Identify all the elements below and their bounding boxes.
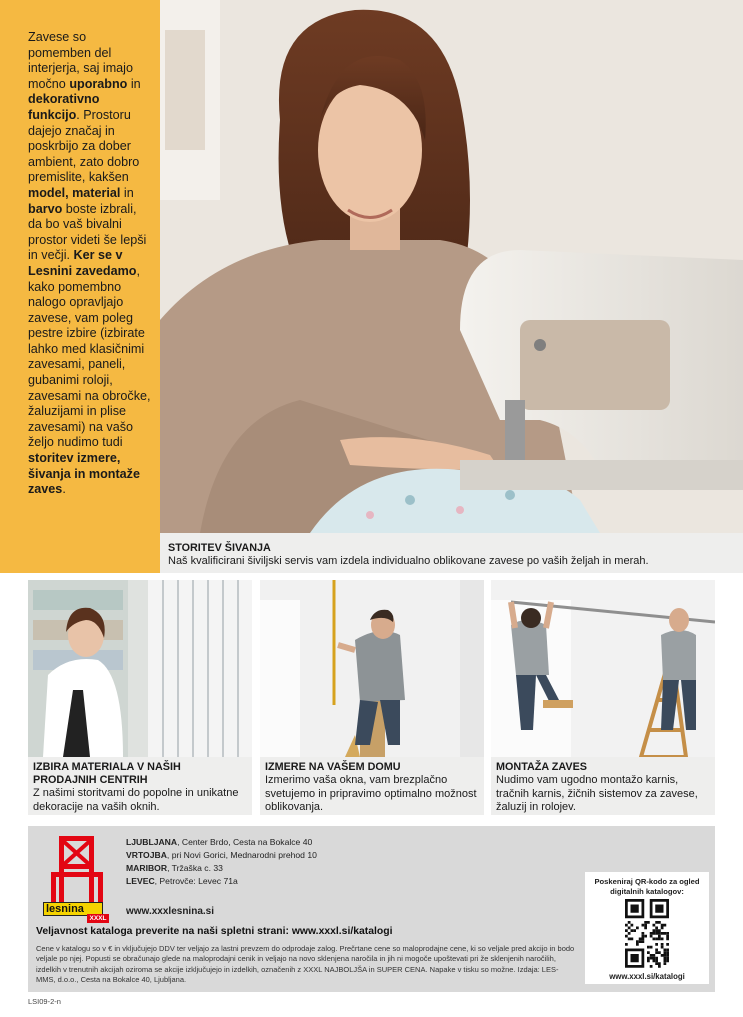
store-addresses xyxy=(126,836,317,888)
qr-label: Poskeniraj QR-kodo za ogled digitalnih katalogov: xyxy=(594,877,700,896)
service-material-text: Z našimi storitvami do popolne in unikatne dekoracije na vaših oknih. xyxy=(33,787,239,813)
intro-text-run: in xyxy=(120,185,134,200)
service-material-title: IZBIRA MATERIALA V NAŠIH PRODAJNIH CENTRIH xyxy=(33,761,181,786)
store-address xyxy=(126,836,317,849)
service-measuring-text: Izmerimo vaša okna, vam brezplačno svetujemo in pripravimo optimalno možnost oblikovanja. xyxy=(265,774,477,813)
catalog-validity: Veljavnost kataloga preverite na naši spletni strani: www.xxxl.si/katalogi xyxy=(36,926,393,937)
hero-caption xyxy=(160,533,743,573)
intro-text-run: . xyxy=(62,482,66,497)
store-city: MARIBOR xyxy=(126,863,168,873)
store-street: , Tržaška c. 33 xyxy=(167,863,223,873)
website-link[interactable]: www.xxxlesnina.si xyxy=(126,906,215,917)
qr-panel xyxy=(585,872,709,984)
qr-code-icon[interactable] xyxy=(625,899,669,969)
material-photo-illustration xyxy=(28,580,252,757)
store-address xyxy=(126,875,317,888)
photo-home-measuring xyxy=(260,580,484,757)
store-city: LEVEC xyxy=(126,876,155,886)
intro-emphasis: model, material xyxy=(28,185,121,200)
page-code: LSI09-2-n xyxy=(28,997,61,1006)
intro-emphasis: barvo xyxy=(28,201,63,216)
intro-emphasis: dekorativno funkcijo xyxy=(28,92,100,122)
photo-material-selection xyxy=(28,580,252,757)
intro-text-run: boste izbrali, da bo vaš bivalni prostor videti še lepši in večji. xyxy=(28,201,147,263)
store-address xyxy=(126,862,317,875)
store-city: LJUBLJANA xyxy=(126,837,178,847)
logo-wordmark: lesnina xyxy=(43,902,103,916)
hero-photo-sewing xyxy=(160,0,743,533)
service-mounting-text: Nudimo vam ugodno montažo karnis, tračnih karnis, žičnih sistemov za zavese, žaluzij in rolojev. xyxy=(496,774,698,813)
store-street: , Petrovče: Levec 71a xyxy=(154,876,238,886)
footer xyxy=(28,826,715,992)
intro-emphasis: uporabno xyxy=(69,76,128,91)
service-measuring xyxy=(260,757,484,815)
intro-emphasis: storitev izmere, šivanja in montaže zaves xyxy=(28,451,140,497)
intro-text xyxy=(0,0,160,573)
intro-text-run: . Prostoru dajejo značaj in poskrbijo za dober ambient, zato dobro premislite, kakšen xyxy=(28,107,140,185)
qr-url[interactable]: www.xxxl.si/katalogi xyxy=(609,972,685,981)
store-street: , Center Brdo, Cesta na Bokalce 40 xyxy=(177,837,313,847)
intro-emphasis: Ker se v Lesnini zavedamo xyxy=(28,248,137,278)
store-address xyxy=(126,849,317,862)
measuring-photo-illustration xyxy=(260,580,484,757)
mounting-photo-illustration xyxy=(491,580,715,757)
intro-text-run: , kako pomembno nalogo opravljajo zavese, vam poleg pestre izbire (izbirate lahko med klasičnimi zavesami, paneli, gubanimi roloji, zavesami na obročke, žaluzijami in plise zavesami) na vašo željo nudimo tudi xyxy=(28,263,151,450)
service-measuring-title: IZMERE NA VAŠEM DOMU xyxy=(265,761,401,773)
photo-curtain-mounting xyxy=(491,580,715,757)
service-mounting xyxy=(491,757,715,815)
intro-text-run: Zavese so pomemben del interjerja, saj imajo močno xyxy=(28,30,133,91)
hero-caption-text: Naš kvalificirani šiviljski servis vam izdela individualno oblikovane zavese po vaših željah in merah. xyxy=(168,555,649,567)
legal-disclaimer: Cene v katalogu so v € in vključujejo DDV ter veljajo za lastni prevzem do odprodaje zalog. Prečrtane cene so maloprodajne cene, ki so veljale pred akcijo in bodo veljale po njej. Popusti se obračunajo glede na maloprodajni cenik in veljajo na novo sklenjena naročila in jih ni mogoče upoštevati pri že sklenjenih naročilih, izdelkih v trenutnih akcijah oziroma se akcije izključujejo in izdelkih, označenih z XXXL NAJBOLJŠA in SUPER CENA. Napake v tisku so možne. Izdaja: LES-MMS, d.o.o., Cesta na Bokalce 40, Ljubljana. xyxy=(36,944,575,984)
logo-badge: XXXL xyxy=(87,914,109,923)
store-city: VRTOJBA xyxy=(126,850,167,860)
lesnina-logo xyxy=(43,834,113,922)
red-chair-icon xyxy=(43,834,113,904)
hero-caption-title: STORITEV ŠIVANJA xyxy=(168,542,271,554)
store-street: , pri Novi Gorici, Mednarodni prehod 10 xyxy=(166,850,317,860)
service-mounting-title: MONTAŽA ZAVES xyxy=(496,761,587,773)
intro-text-run: in xyxy=(127,76,141,91)
sewing-photo-illustration xyxy=(160,0,743,533)
service-material xyxy=(28,757,252,815)
